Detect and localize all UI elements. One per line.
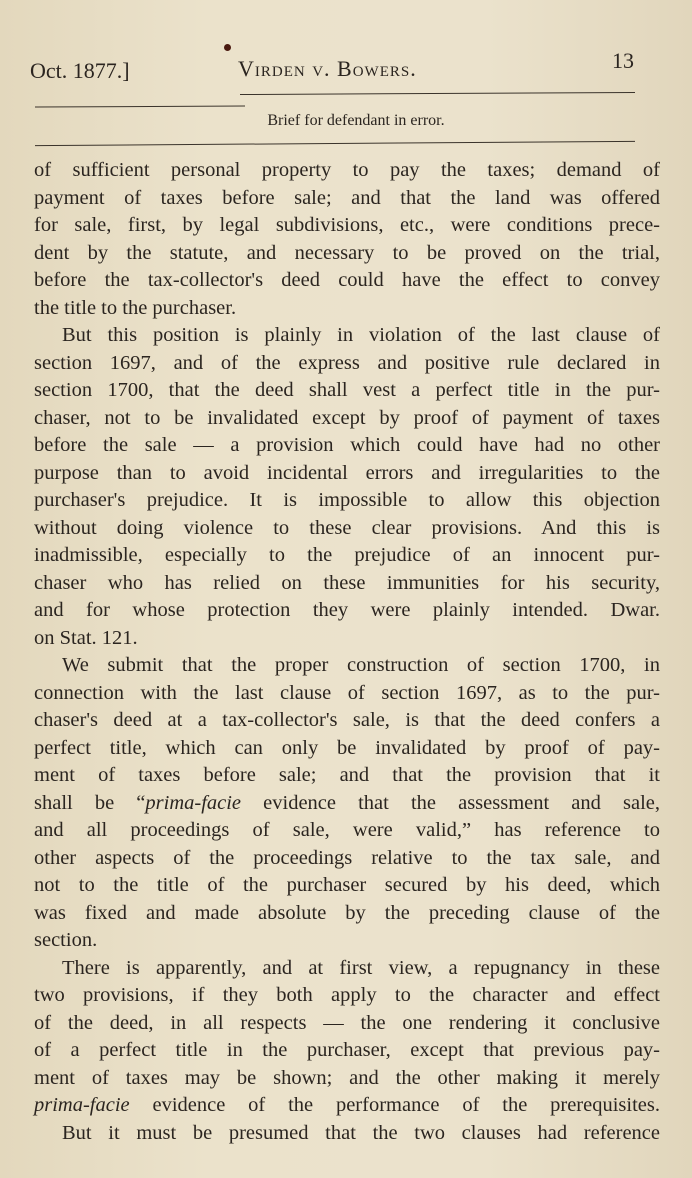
text-line (34, 212, 660, 240)
text-segment: inadmissible, especially to the prejudice of an innocent pur- (34, 544, 660, 566)
text-segment: chaser who has relied on these immunities for his security, (34, 571, 660, 594)
running-head-title: Virden v. Bowers. (238, 56, 417, 81)
text-line (34, 1065, 660, 1093)
text-segment: not to the title of the purchaser secured by his deed, which (34, 874, 660, 896)
text-line (34, 597, 660, 625)
text-segment: on Stat. 121. (34, 626, 138, 649)
italic-text: prima-facie (145, 791, 242, 814)
text-segment: of a perfect title in the purchaser, except that previous pay- (34, 1039, 660, 1061)
text-line (34, 570, 660, 598)
text-segment: section 1697, and of the express and positive rule declared in (34, 351, 660, 374)
text-segment: and for whose protection they were plainly intended. Dwar. (34, 599, 660, 621)
text-segment: and all proceedings of sale, were valid,” has reference to (34, 819, 660, 841)
text-line (34, 432, 660, 460)
text-line (34, 982, 660, 1010)
text-line (34, 515, 660, 543)
ink-spot (224, 44, 231, 51)
text-line (34, 927, 660, 955)
text-segment: dent by the statute, and necessary to be proved on the trial, (34, 241, 660, 264)
text-segment: evidence that the assessment and sale, (241, 791, 660, 814)
text-line (34, 350, 660, 378)
text-segment: purchaser's prejudice. It is impossible to allow this objection (34, 489, 660, 511)
text-line (34, 845, 660, 873)
text-segment: connection with the last clause of section 1697, as to the pur- (34, 681, 660, 704)
page-number: 13 (612, 48, 634, 73)
text-line (34, 955, 660, 983)
text-line (34, 872, 660, 900)
text-segment: purpose than to avoid incidental errors and irregularities to the (34, 461, 660, 484)
text-segment: But it must be presumed that the two clauses had reference (62, 1121, 660, 1144)
text-segment: section 1700, that the deed shall vest a perfect title in the pur- (34, 379, 660, 401)
text-line (34, 460, 660, 488)
text-line (34, 900, 660, 928)
text-segment: evidence of the performance of the prerequisites. (129, 1094, 660, 1116)
text-line (34, 652, 660, 680)
text-segment: chaser's deed at a tax-collector's sale, is that the deed confers a (34, 709, 660, 731)
text-segment: But this position is plainly in violation of the last clause of (62, 324, 660, 346)
text-line (34, 267, 660, 295)
text-line (34, 240, 660, 268)
text-segment: ment of taxes may be shown; and the other making it merely (34, 1066, 660, 1089)
text-line (34, 1120, 660, 1148)
text-segment: of sufficient personal property to pay the taxes; demand of (34, 159, 660, 181)
text-segment: We submit that the proper construction of section 1700, in (62, 654, 660, 676)
text-line (34, 405, 660, 433)
text-line (34, 377, 660, 405)
text-line (34, 322, 660, 350)
text-segment: without doing violence to these clear provisions. And this is (34, 516, 660, 539)
text-line (34, 790, 660, 818)
text-line (34, 680, 660, 708)
text-segment: two provisions, if they both apply to the character and effect (34, 984, 660, 1006)
text-segment: section. (34, 929, 98, 951)
text-segment: before the tax-collector's deed could have the effect to convey (34, 269, 660, 291)
text-segment: perfect title, which can only be invalidated by proof of pay- (34, 736, 660, 759)
text-segment: ment of taxes before sale; and that the provision that it (34, 764, 660, 786)
text-line (34, 707, 660, 735)
text-line (34, 185, 660, 213)
text-line (34, 542, 660, 570)
text-line (34, 625, 660, 653)
section-subheader: Brief for defendant in error. (267, 112, 445, 129)
text-segment: before the sale — a provision which could have had no other (34, 434, 660, 456)
text-line (34, 1010, 660, 1038)
text-line (34, 1092, 660, 1120)
text-segment: was fixed and made absolute by the preceding clause of the (34, 901, 660, 924)
text-segment: There is apparently, and at first view, a repugnancy in these (62, 956, 660, 979)
text-line (34, 735, 660, 763)
text-line (34, 762, 660, 790)
body-text (34, 157, 660, 1147)
text-line (34, 157, 660, 185)
running-head-date: Oct. 1877.] (30, 58, 130, 83)
text-line (34, 1037, 660, 1065)
text-segment: the title to the purchaser. (34, 296, 237, 319)
text-segment: of the deed, in all respects — the one rendering it conclusive (34, 1011, 660, 1034)
italic-text: prima-facie (34, 1094, 130, 1116)
text-line (34, 295, 660, 323)
text-segment: other aspects of the proceedings relative to the tax sale, and (34, 846, 660, 869)
text-segment: shall be “ (34, 791, 146, 814)
text-segment: payment of taxes before sale; and that the land was offered (34, 186, 660, 209)
text-line (34, 487, 660, 515)
text-segment: for sale, first, by legal subdivisions, etc., were conditions prece- (34, 214, 660, 236)
text-segment: chaser, not to be invalidated except by proof of payment of taxes (34, 406, 660, 429)
text-line (34, 817, 660, 845)
